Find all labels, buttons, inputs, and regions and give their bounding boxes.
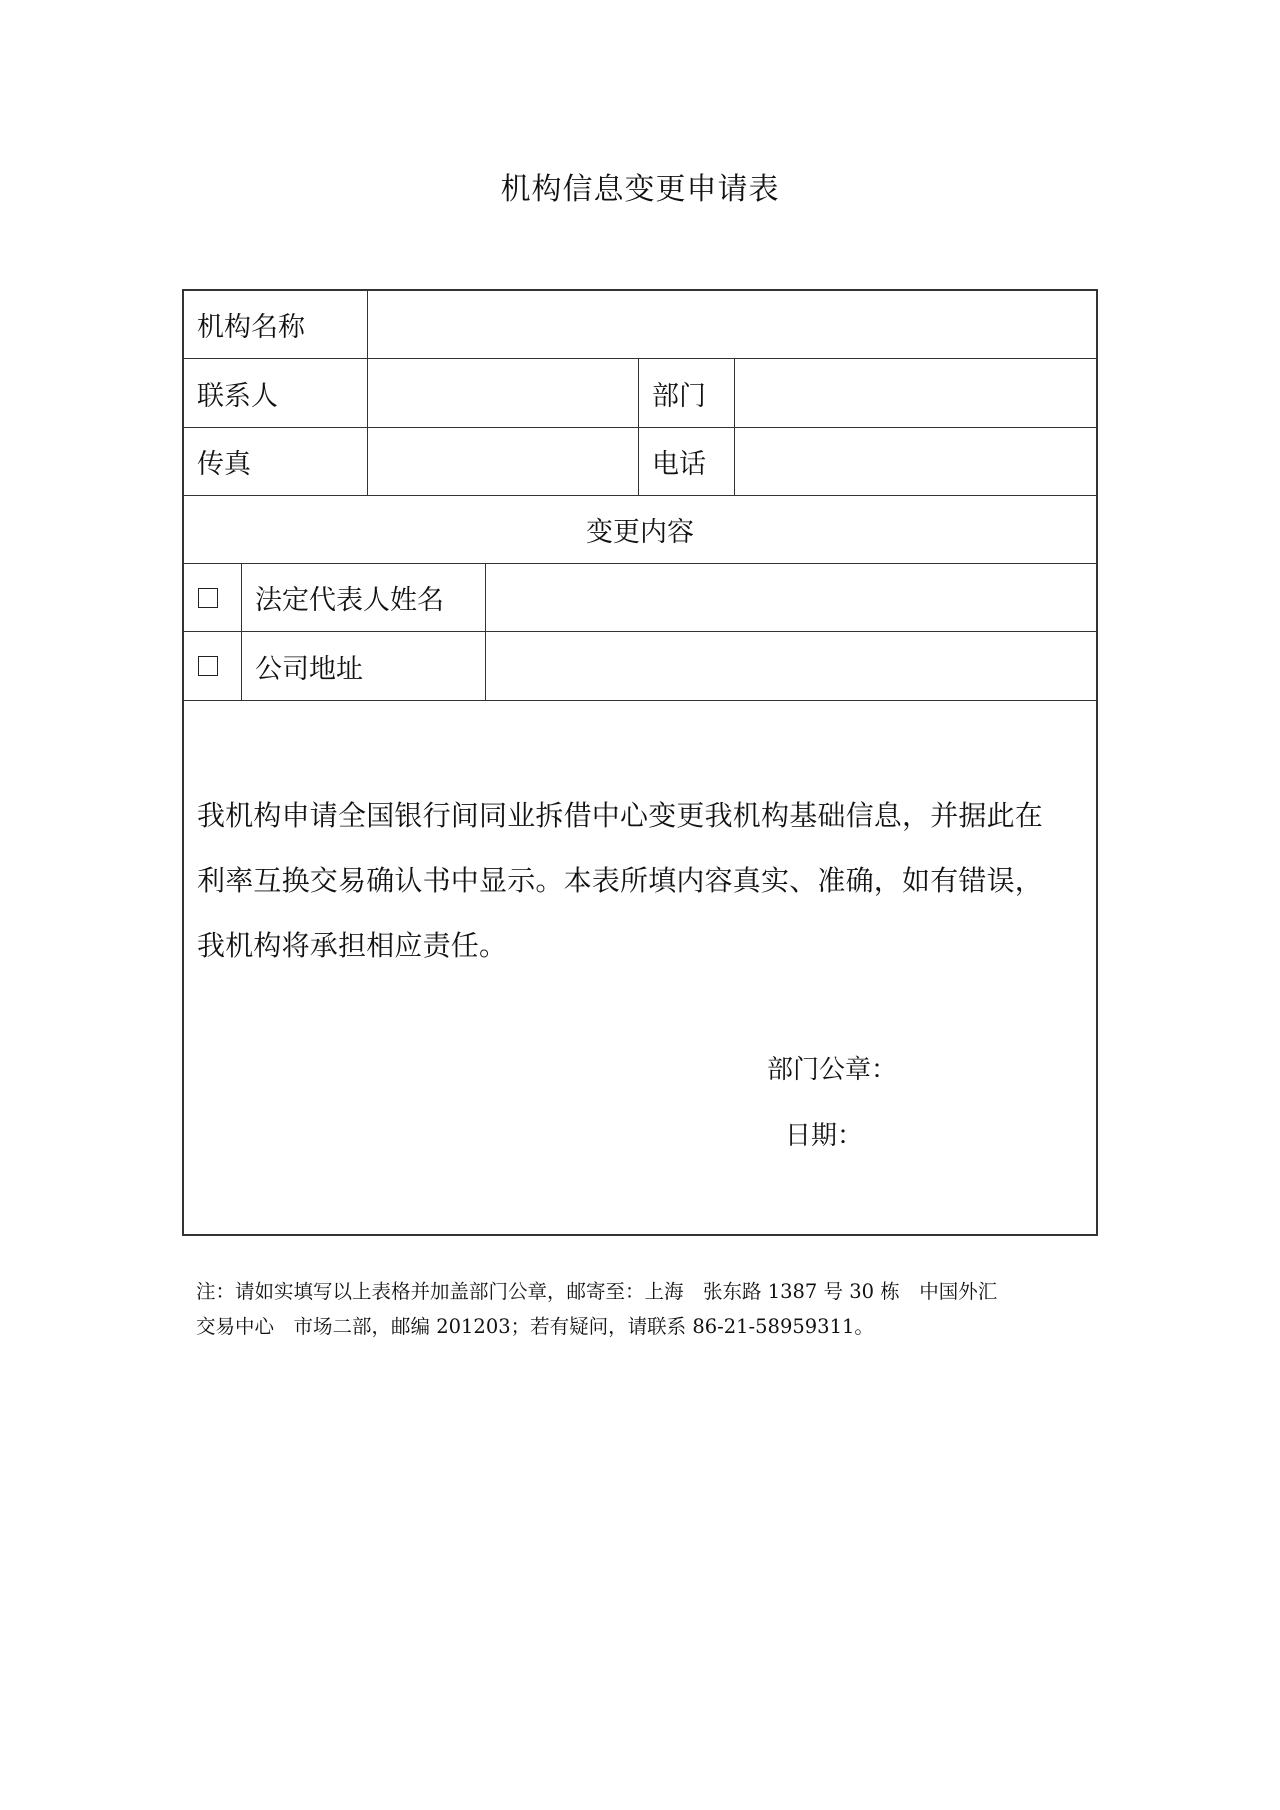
fax-label: 传真 — [197, 449, 251, 480]
institution-name-field[interactable] — [367, 291, 1096, 358]
company-address-field[interactable] — [485, 632, 1096, 700]
row-change-header — [184, 496, 1096, 564]
legal-representative-field[interactable] — [485, 564, 1096, 631]
footnote-line: 注：请如实填写以上表格并加盖部门公章，邮寄至：上海 张东路 1387 号 30 栋 中国外汇 — [196, 1280, 998, 1303]
footnote — [196, 1274, 1096, 1344]
change-item-company-address — [184, 632, 1096, 701]
checkbox-cell — [184, 564, 241, 631]
department-label: 部门 — [638, 359, 734, 427]
phone-label: 电话 — [638, 428, 734, 495]
row-fax-phone — [184, 428, 1096, 496]
footnote-line: 交易中心 市场二部，邮编 201203；若有疑问，请联系 86-21-58959311。 — [196, 1315, 874, 1338]
checkbox-cell — [184, 632, 241, 700]
change-item-legal-representative — [184, 564, 1096, 632]
company-address-label: 公司地址 — [241, 632, 485, 700]
date-label: 日期： — [785, 1121, 864, 1151]
row-institution-name — [184, 291, 1096, 359]
institution-name-label: 机构名称 — [197, 312, 305, 343]
row-contact — [184, 359, 1096, 428]
department-stamp-label: 部门公章： — [767, 1055, 898, 1085]
declaration-line: 我机构将承担相应责任。 — [197, 929, 508, 962]
declaration-text — [197, 783, 1087, 978]
department-field[interactable] — [734, 359, 1096, 427]
fax-field[interactable] — [367, 428, 638, 495]
declaration-line: 我机构申请全国银行间同业拆借中心变更我机构基础信息，并据此在 — [197, 799, 1044, 832]
company-address-checkbox[interactable] — [198, 656, 218, 676]
legal-representative-label: 法定代表人姓名 — [241, 564, 485, 631]
page-title: 机构信息变更申请表 — [500, 172, 780, 207]
contact-person-field[interactable] — [367, 359, 638, 427]
change-section-header: 变更内容 — [586, 517, 694, 548]
contact-person-label: 联系人 — [197, 380, 278, 412]
phone-field[interactable] — [734, 428, 1096, 495]
legal-representative-checkbox[interactable] — [198, 588, 218, 608]
declaration-line: 利率互换交易确认书中显示。本表所填内容真实、准确，如有错误， — [197, 864, 1044, 897]
application-form-table — [182, 289, 1098, 1236]
